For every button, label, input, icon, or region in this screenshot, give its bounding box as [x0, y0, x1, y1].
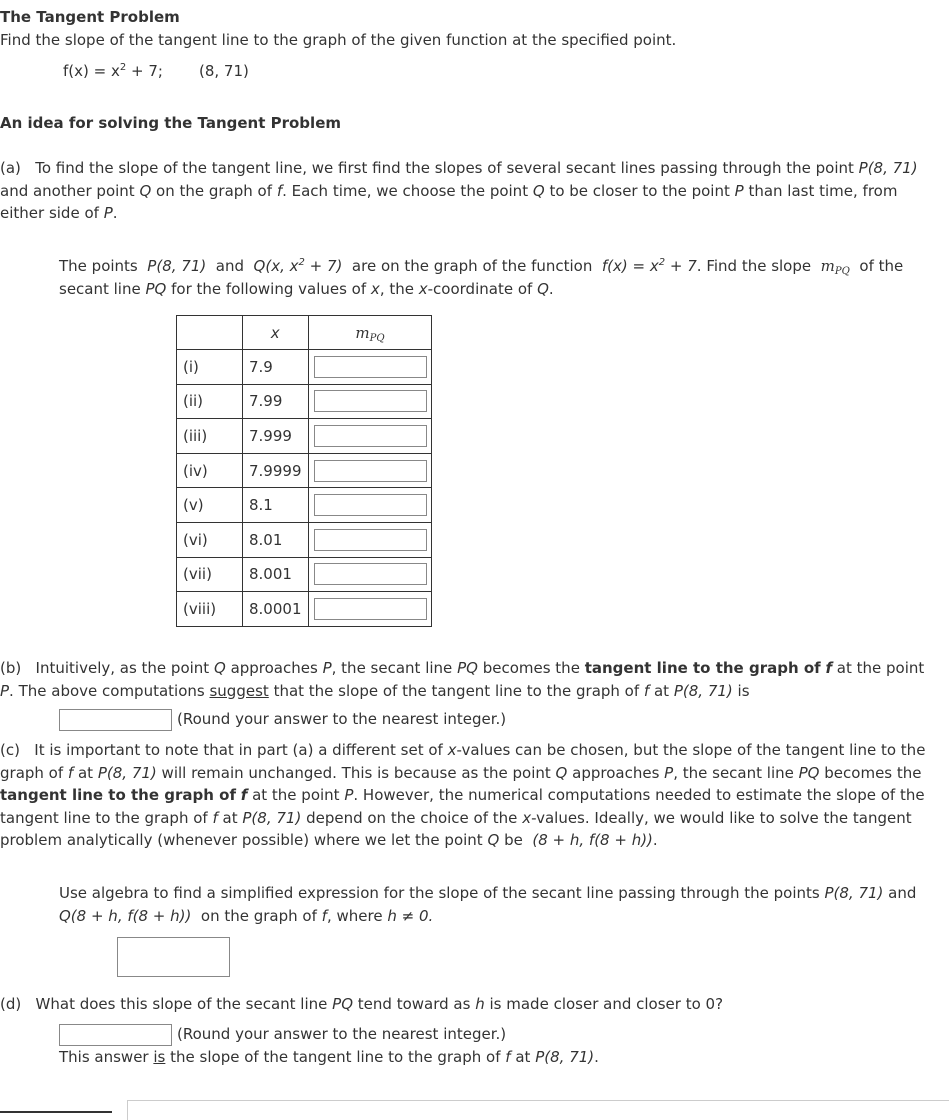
row-x-value: 7.9: [243, 350, 309, 385]
part-d-note: This answer is the slope of the tangent line to the graph of f at P(8, 71).: [59, 1048, 599, 1066]
row-label: (ii): [177, 384, 243, 419]
row-x-value: 7.999: [243, 419, 309, 454]
row-x-value: 8.001: [243, 557, 309, 592]
row-label: (vii): [177, 557, 243, 592]
mpq-input-iv[interactable]: [314, 460, 427, 482]
row-label: (iii): [177, 419, 243, 454]
function-definition: $f(x) = x^2 + 7$;: [63, 62, 163, 80]
row-label: (v): [177, 488, 243, 523]
part-b-text: (b) Intuitively, as the point Q approaches P, the secant line PQ becomes the tangent line to the graph of f at the point P. The above computations suggest that the slope of the tangent line to the graph of f at P(8, 71) is: [0, 659, 925, 700]
part-d-round-note: (Round your answer to the nearest integer.): [177, 1025, 507, 1043]
mpq-input-i[interactable]: [314, 356, 427, 378]
table-row: [177, 384, 432, 419]
table-row: [177, 453, 432, 488]
row-x-value: 8.0001: [243, 592, 309, 627]
table-row: [177, 557, 432, 592]
row-label: (iv): [177, 453, 243, 488]
mpq-input-ii[interactable]: [314, 390, 427, 412]
table-header-mpq: $m_{PQ}$: [308, 316, 431, 350]
row-x-value: 7.9999: [243, 453, 309, 488]
mpq-input-v[interactable]: [314, 494, 427, 516]
idea-title: An idea for solving the Tangent Problem: [0, 114, 341, 132]
page-title: The Tangent Problem: [0, 8, 180, 26]
table-row: [177, 592, 432, 627]
part-a-intro: (a) To find the slope of the tangent line, we first find the slopes of several secant lines passing through the point P(8, 71) and another point Q on the graph of f. Each time, we choose the point Q to be closer to the point P than last time, from either side of P.: [0, 159, 918, 222]
row-label: (vi): [177, 522, 243, 557]
part-c-text: (c) It is important to note that in part (a) a different set of x-values can be chosen, but the slope of the tangent line to the graph of f at P(8, 71) will remain unchanged. This is because as the point Q approaches P, the secant line PQ becomes the tangent line to the graph of f at the point P. However, the numerical computations needed to estimate the slope of the tangent line to the graph of f at P(8, 71) depend on the choice of the x-values. Ideally, we would like to solve the tangent problem analytically (whenever possible) where we let the point Q be (8 + h, f(8 + h)).: [0, 741, 926, 849]
row-x-value: 7.99: [243, 384, 309, 419]
part-d-question: (d) What does this slope of the secant line PQ tend toward as h is made closer and closer to 0?: [0, 995, 724, 1013]
secant-slope-expression-input[interactable]: [117, 937, 230, 977]
table-row: [177, 488, 432, 523]
mpq-input-viii[interactable]: [314, 598, 427, 620]
table-header-empty: [177, 316, 243, 350]
mpq-input-vi[interactable]: [314, 529, 427, 551]
part-b-round-note: (Round your answer to the nearest integer.): [177, 710, 507, 728]
row-label: (i): [177, 350, 243, 385]
part-a-question: The points P(8, 71) and Q(x, $x^2 + 7$) are on the graph of the function $f(x) = x^2 + 7$. Find the slope $m_{PQ}$ of the secant line PQ for the following values of x, the x-coordinate of Q.: [59, 257, 904, 298]
tangent-slope-answer-d[interactable]: [59, 1024, 172, 1046]
row-label: (viii): [177, 592, 243, 627]
table-row: [177, 350, 432, 385]
row-x-value: 8.1: [243, 488, 309, 523]
bottom-divider: [0, 1111, 112, 1113]
bottom-panel: [127, 1100, 949, 1120]
mpq-input-iii[interactable]: [314, 425, 427, 447]
table-row: [177, 419, 432, 454]
tangent-slope-answer-b[interactable]: [59, 709, 172, 731]
secant-slope-table: [176, 315, 432, 627]
mpq-input-vii[interactable]: [314, 563, 427, 585]
row-x-value: 8.01: [243, 522, 309, 557]
table-row: [177, 522, 432, 557]
part-c-algebra-instruction: Use algebra to find a simplified expression for the slope of the secant line passing through the points P(8, 71) and Q(8 + h, f(8 + h)) on the graph of f, where h ≠ 0.: [59, 884, 917, 925]
instruction: Find the slope of the tangent line to the graph of the given function at the specified point.: [0, 31, 677, 49]
table-header-x: x: [243, 316, 309, 350]
specified-point: (8, 71): [199, 62, 249, 80]
